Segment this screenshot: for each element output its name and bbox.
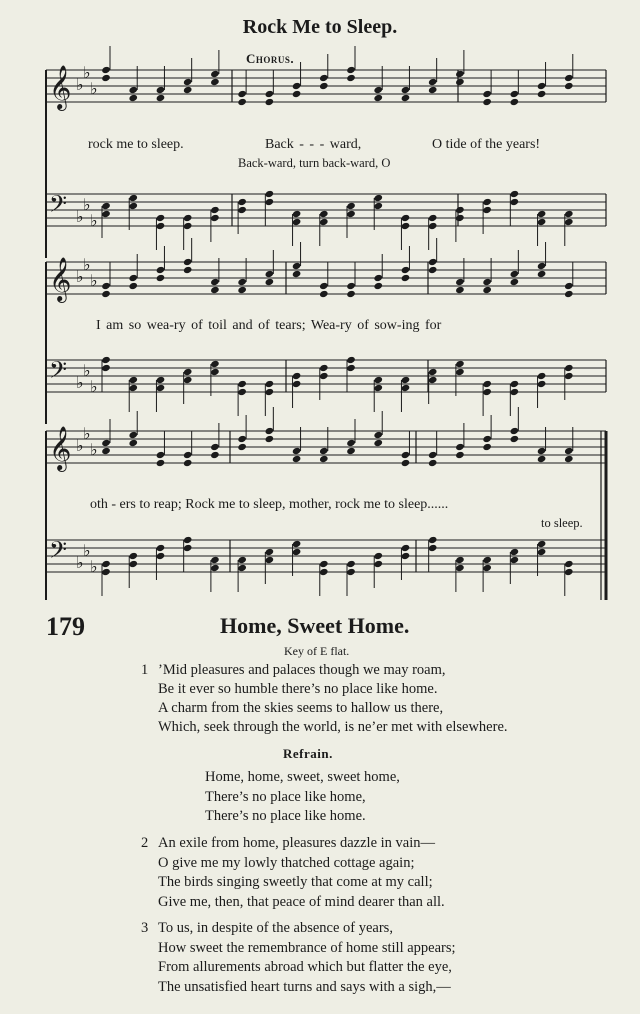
note-head <box>237 443 247 451</box>
lyric-line-3-alt: to sleep. <box>541 516 583 530</box>
note-head <box>210 451 220 459</box>
note-head <box>128 282 138 290</box>
note-head <box>156 376 166 384</box>
note-head <box>510 198 520 206</box>
note-head <box>346 74 356 82</box>
note-head <box>482 90 492 98</box>
note-head <box>455 451 465 459</box>
note-head <box>319 568 329 576</box>
treble-clef-icon: 𝄞 <box>49 257 72 301</box>
note-head <box>510 556 520 564</box>
note-head <box>210 78 220 86</box>
note-head <box>156 86 166 94</box>
note-head <box>401 376 411 384</box>
note-head <box>346 568 356 576</box>
note-head <box>319 372 329 380</box>
note-head <box>373 560 383 568</box>
note-head <box>482 286 492 294</box>
note-head <box>237 278 247 286</box>
note-head <box>564 372 574 380</box>
note-head <box>455 360 465 368</box>
note-head <box>101 356 111 364</box>
note-head <box>537 548 547 556</box>
bass-clef-icon: 𝄢 <box>49 536 68 569</box>
verse-line: How sweet the remembrance of home still appears; <box>158 940 456 956</box>
lyric-line-2: I am so wea-ry of toil and of tears; Wea-ry of sow-ing for <box>96 318 442 333</box>
verse-line: The unsatisfied heart turns and says with a sigh,— <box>158 979 451 995</box>
note-head <box>373 439 383 447</box>
note-head <box>265 198 275 206</box>
note-head <box>510 278 520 286</box>
note-head <box>156 552 166 560</box>
note-head <box>346 282 356 290</box>
note-head <box>319 560 329 568</box>
note-head <box>428 459 438 467</box>
note-head <box>537 262 547 270</box>
note-head <box>401 266 411 274</box>
note-head <box>564 364 574 372</box>
note-head <box>210 443 220 451</box>
song-title: Rock Me to Sleep. <box>242 16 398 38</box>
note-head <box>401 86 411 94</box>
note-head <box>156 222 166 230</box>
note-head <box>128 94 138 102</box>
note-head <box>292 210 302 218</box>
note-head <box>210 214 220 222</box>
note-head <box>455 443 465 451</box>
note-head <box>510 435 520 443</box>
verse-line: O give me my lowly thatched cottage again; <box>158 855 415 871</box>
note-head <box>265 270 275 278</box>
note-head <box>401 459 411 467</box>
note-head <box>373 202 383 210</box>
treble-clef-icon: 𝄞 <box>49 426 72 470</box>
treble-clef-icon: 𝄞 <box>49 65 72 109</box>
note-head <box>237 435 247 443</box>
verse-line: From allurements abroad which but flatter the eye, <box>158 959 452 975</box>
note-head <box>373 282 383 290</box>
note-head <box>455 206 465 214</box>
note-head <box>292 380 302 388</box>
note-head <box>237 286 247 294</box>
flat-icon: ♭ <box>90 271 98 290</box>
note-head <box>319 455 329 463</box>
note-head <box>265 90 275 98</box>
note-head <box>455 78 465 86</box>
note-head <box>319 364 329 372</box>
note-head <box>346 439 356 447</box>
note-head <box>265 427 275 435</box>
note-head <box>401 552 411 560</box>
verse-line: Give me, then, that peace of mind dearer than all. <box>158 894 445 910</box>
note-head <box>319 282 329 290</box>
note-head <box>564 82 574 90</box>
note-head <box>455 564 465 572</box>
note-head <box>237 556 247 564</box>
note-head <box>319 74 329 82</box>
note-head <box>510 90 520 98</box>
note-head <box>237 206 247 214</box>
verse-line: Be it ever so humble there’s no place like home. <box>158 681 438 697</box>
verse-number: 2 <box>141 835 149 851</box>
note-head <box>292 447 302 455</box>
flat-icon: ♭ <box>90 440 98 459</box>
note-head <box>237 198 247 206</box>
flat-icon: ♭ <box>90 557 98 576</box>
note-head <box>210 286 220 294</box>
note-head <box>564 282 574 290</box>
note-head <box>346 560 356 568</box>
note-head <box>265 435 275 443</box>
note-head <box>101 364 111 372</box>
note-head <box>210 70 220 78</box>
flat-icon: ♭ <box>90 377 98 396</box>
note-head <box>482 556 492 564</box>
note-head <box>237 380 247 388</box>
note-head <box>482 443 492 451</box>
note-head <box>265 278 275 286</box>
chorus-label: Chorus. <box>246 51 295 66</box>
note-head <box>455 70 465 78</box>
note-head <box>210 360 220 368</box>
note-head <box>319 82 329 90</box>
note-head <box>537 447 547 455</box>
note-head <box>265 98 275 106</box>
refrain-label: Refrain. <box>283 746 333 761</box>
flat-icon: ♭ <box>76 75 84 94</box>
note-head <box>346 202 356 210</box>
verse-line: The birds singing sweetly that come at my call; <box>158 874 433 890</box>
note-head <box>128 194 138 202</box>
note-head <box>210 556 220 564</box>
note-head <box>564 560 574 568</box>
note-head <box>210 206 220 214</box>
note-head <box>237 388 247 396</box>
note-head <box>482 435 492 443</box>
note-head <box>101 74 111 82</box>
note-head <box>482 278 492 286</box>
note-head <box>428 86 438 94</box>
note-head <box>537 270 547 278</box>
note-head <box>156 274 166 282</box>
note-head <box>156 266 166 274</box>
note-head <box>319 210 329 218</box>
note-head <box>128 86 138 94</box>
refrain-line: Home, home, sweet, sweet home, <box>205 769 400 785</box>
note-head <box>373 194 383 202</box>
lyric-line-1b: Back - - - ward, <box>265 137 362 152</box>
note-head <box>510 270 520 278</box>
note-head <box>346 210 356 218</box>
note-head <box>265 556 275 564</box>
note-head <box>428 222 438 230</box>
note-head <box>292 548 302 556</box>
note-head <box>319 218 329 226</box>
verse-line: Which, seek through the world, is ne’er met with elsewhere. <box>158 719 508 735</box>
note-head <box>156 94 166 102</box>
verse-line: ’Mid pleasures and palaces though we may roam, <box>158 662 446 678</box>
verse-line: To us, in despite of the absence of years, <box>158 920 393 936</box>
note-head <box>537 455 547 463</box>
note-head <box>128 202 138 210</box>
bass-clef-icon: 𝄢 <box>49 356 68 389</box>
note-head <box>346 66 356 74</box>
note-head <box>428 258 438 266</box>
lyric-line-1a: rock me to sleep. <box>88 137 184 152</box>
note-head <box>564 74 574 82</box>
note-head <box>428 214 438 222</box>
note-head <box>428 78 438 86</box>
verse-number: 1 <box>141 662 149 678</box>
note-head <box>428 376 438 384</box>
flat-icon: ♭ <box>83 63 91 82</box>
lyric-line-3: oth - ers to reap; Rock me to sleep, mother, rock me to sleep...... <box>90 497 449 512</box>
note-head <box>537 90 547 98</box>
flat-icon: ♭ <box>83 255 91 274</box>
note-head <box>128 274 138 282</box>
note-head <box>156 384 166 392</box>
note-head <box>401 451 411 459</box>
note-head <box>401 544 411 552</box>
note-head <box>537 372 547 380</box>
note-head <box>373 94 383 102</box>
note-head <box>101 282 111 290</box>
flat-icon: ♭ <box>90 211 98 230</box>
note-head <box>373 86 383 94</box>
note-head <box>455 278 465 286</box>
note-head <box>510 427 520 435</box>
note-head <box>537 82 547 90</box>
note-head <box>537 210 547 218</box>
note-head <box>346 447 356 455</box>
note-head <box>183 536 193 544</box>
note-head <box>510 388 520 396</box>
note-head <box>183 368 193 376</box>
flat-icon: ♭ <box>83 541 91 560</box>
note-head <box>373 431 383 439</box>
note-head <box>265 190 275 198</box>
note-head <box>510 98 520 106</box>
note-head <box>101 210 111 218</box>
flat-icon: ♭ <box>76 436 84 455</box>
note-head <box>210 278 220 286</box>
note-head <box>101 560 111 568</box>
note-head <box>346 356 356 364</box>
note-head <box>128 552 138 560</box>
note-head <box>265 548 275 556</box>
note-head <box>101 568 111 576</box>
note-head <box>373 384 383 392</box>
flat-icon: ♭ <box>76 267 84 286</box>
note-head <box>373 376 383 384</box>
note-head <box>292 372 302 380</box>
note-head <box>455 556 465 564</box>
bass-clef-icon: 𝄢 <box>49 190 68 223</box>
note-head <box>156 214 166 222</box>
note-head <box>346 290 356 298</box>
verse-line: A charm from the skies seems to hallow us there, <box>158 700 444 716</box>
hymn-key: Key of E flat. <box>284 644 350 658</box>
note-head <box>482 380 492 388</box>
note-head <box>373 274 383 282</box>
note-head <box>564 568 574 576</box>
note-head <box>292 455 302 463</box>
note-head <box>319 447 329 455</box>
note-head <box>564 210 574 218</box>
note-head <box>237 564 247 572</box>
note-head <box>183 459 193 467</box>
note-head <box>183 222 193 230</box>
lyric-line-1c: O tide of the years! <box>432 137 541 152</box>
note-head <box>101 202 111 210</box>
refrain-line: There’s no place like home, <box>205 789 366 805</box>
note-head <box>183 544 193 552</box>
note-head <box>156 451 166 459</box>
note-head <box>292 82 302 90</box>
note-head <box>128 431 138 439</box>
note-head <box>455 214 465 222</box>
note-head <box>183 451 193 459</box>
verse-number: 3 <box>141 920 149 936</box>
flat-icon: ♭ <box>76 207 84 226</box>
note-head <box>455 368 465 376</box>
refrain-line: There’s no place like home. <box>205 808 366 824</box>
note-head <box>292 262 302 270</box>
note-head <box>292 218 302 226</box>
note-head <box>428 266 438 274</box>
note-head <box>292 270 302 278</box>
note-head <box>482 198 492 206</box>
flat-icon: ♭ <box>83 195 91 214</box>
hymn-number: 179 <box>46 612 85 641</box>
note-head <box>128 376 138 384</box>
note-head <box>428 451 438 459</box>
note-head <box>128 384 138 392</box>
note-head <box>537 540 547 548</box>
note-head <box>510 190 520 198</box>
note-head <box>101 290 111 298</box>
note-head <box>482 564 492 572</box>
note-head <box>265 380 275 388</box>
note-head <box>101 439 111 447</box>
note-head <box>183 86 193 94</box>
note-head <box>183 376 193 384</box>
note-head <box>482 388 492 396</box>
note-head <box>428 536 438 544</box>
flat-icon: ♭ <box>83 361 91 380</box>
note-head <box>564 447 574 455</box>
note-head <box>482 206 492 214</box>
note-head <box>537 218 547 226</box>
note-head <box>455 286 465 294</box>
note-head <box>128 560 138 568</box>
note-head <box>346 364 356 372</box>
note-head <box>237 98 247 106</box>
note-head <box>510 548 520 556</box>
verse-line: An exile from home, pleasures dazzle in vain— <box>158 835 436 851</box>
note-head <box>428 368 438 376</box>
note-head <box>292 540 302 548</box>
flat-icon: ♭ <box>90 79 98 98</box>
note-head <box>237 90 247 98</box>
note-head <box>482 98 492 106</box>
note-head <box>128 439 138 447</box>
note-head <box>319 290 329 298</box>
note-head <box>510 380 520 388</box>
note-head <box>210 564 220 572</box>
note-head <box>156 459 166 467</box>
note-head <box>292 90 302 98</box>
note-head <box>564 218 574 226</box>
flat-icon: ♭ <box>83 424 91 443</box>
flat-icon: ♭ <box>76 553 84 572</box>
note-head <box>101 66 111 74</box>
note-head <box>183 214 193 222</box>
hymn-title: Home, Sweet Home. <box>220 613 410 638</box>
note-head <box>183 266 193 274</box>
note-head <box>428 544 438 552</box>
note-head <box>210 368 220 376</box>
note-head <box>401 384 411 392</box>
flat-icon: ♭ <box>76 373 84 392</box>
note-head <box>537 380 547 388</box>
note-head <box>564 290 574 298</box>
note-head <box>183 78 193 86</box>
note-head <box>156 544 166 552</box>
note-head <box>265 388 275 396</box>
note-head <box>373 552 383 560</box>
note-head <box>183 258 193 266</box>
note-head <box>101 447 111 455</box>
note-head <box>401 94 411 102</box>
note-head <box>564 455 574 463</box>
note-head <box>401 214 411 222</box>
note-head <box>401 274 411 282</box>
note-head <box>401 222 411 230</box>
lyric-line-1-alt: Back-ward, turn back-ward, O <box>238 156 391 170</box>
